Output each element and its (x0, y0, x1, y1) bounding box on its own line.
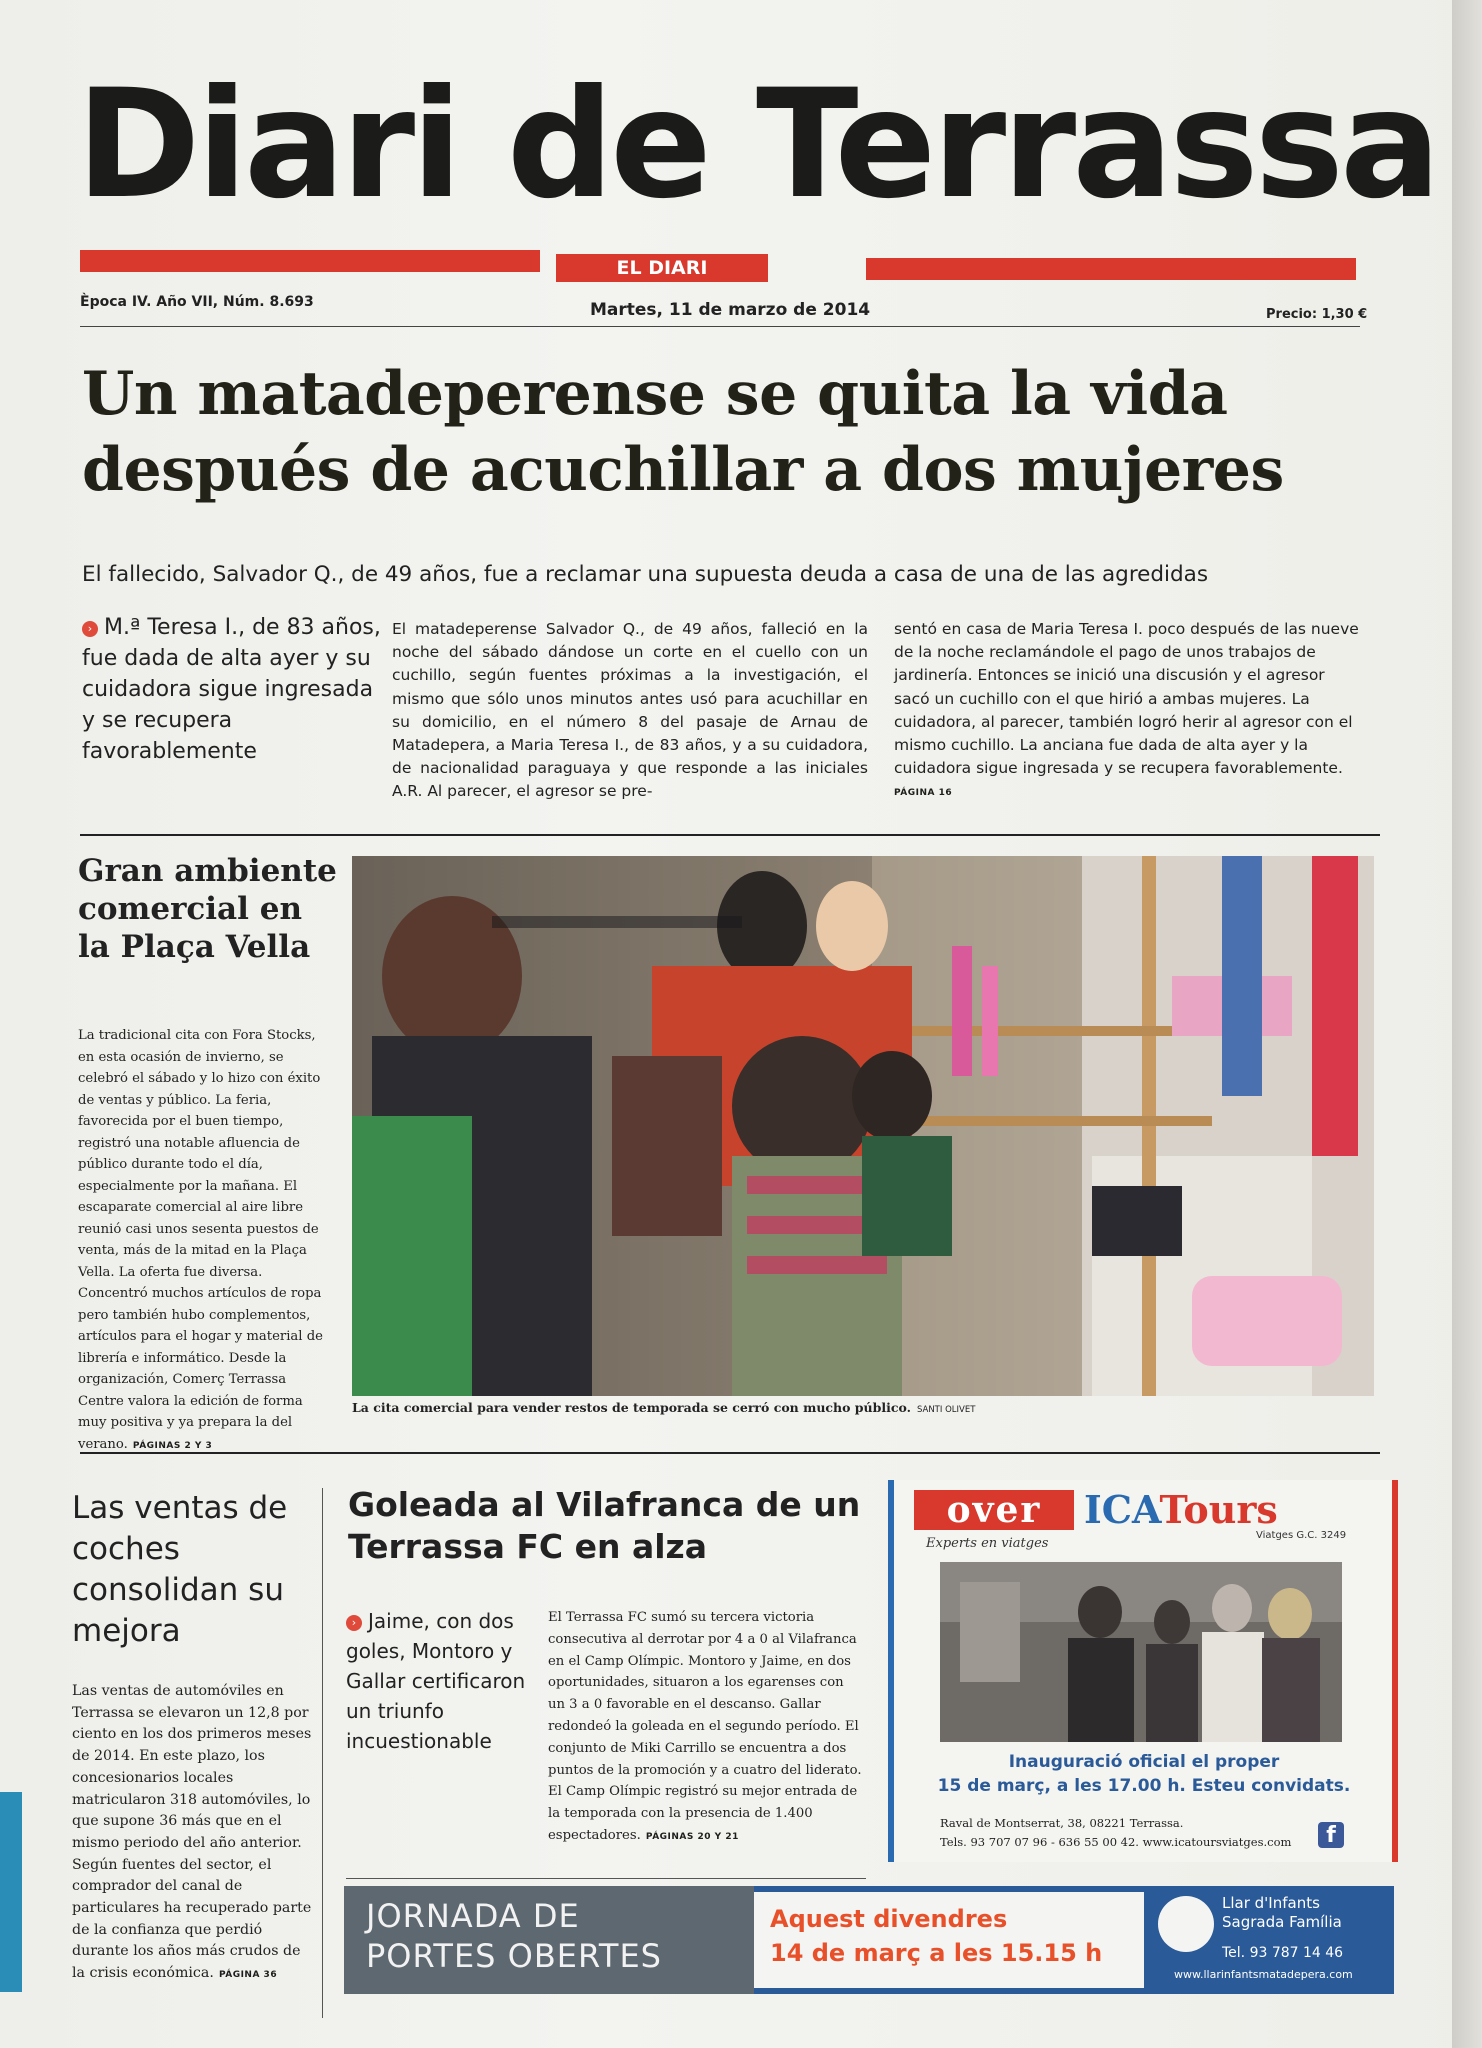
futbol-body-text: El Terrassa FC sumó su tercera victoria consecutiva al derrotar por 4 a 0 al Vilafranca en el Camp Olímpic. Montoro y Jaime, en dos oportunidades, situaron a los egarenses con un 3 a 0 favorable en el descanso. Gallar redondeó la goleada en el segundo período. El conjunto de Miki Carrillo se encuentra a dos puntos de la promoción y a cuatro del liderato. El Camp Olímpic registró su mejor entrada de la temporada con la presencia de 1.400 espectadores. (548, 1610, 862, 1843)
lead-highlight (82, 612, 382, 767)
ad-jornada-title: JORNADA DE PORTES OBERTES (366, 1897, 662, 1975)
ad-jornada-portes-obertes[interactable] (344, 1886, 1394, 1994)
lead-body-col-2-text: sentó en casa de Maria Teresa I. poco después de las nueve de la noche reclamándole el pago de unos trabajos de jardinería. Entonces se inició una discusión y el agresor sacó un cuchillo con el que hirió a ambas mujeres. La cuidadora, al parecer, también logró herir al agresor con el mismo cuchillo. La anciana fue dada de alta ayer y la cuidadora sigue ingresada y se recupera favorablemente. (894, 620, 1359, 778)
coches-headline: Las ventas de coches consolidan su mejora (72, 1490, 288, 1649)
masthead-red-bar-right (866, 258, 1356, 280)
tours-logo-text: Tours (1159, 1487, 1278, 1532)
ica-tours-logo (1084, 1488, 1278, 1532)
left-edge-tab (0, 1792, 22, 1992)
masthead-title: Diari de Terrassa (76, 58, 1438, 232)
comercial-page-ref: PÁGINAS 2 Y 3 (132, 1440, 213, 1451)
ad-photo (940, 1562, 1342, 1742)
ica-logo-text: ICA (1084, 1487, 1160, 1532)
ad-jornada-when: Aquest divendres 14 de març a les 15.15 h (770, 1905, 1103, 1967)
bullet-arrow-icon: › (346, 1615, 362, 1631)
ad-inauguration-line-2: 15 de març, a les 17.00 h. Esteu convidats. (937, 1776, 1351, 1796)
futbol-headline: Goleada al Vilafranca de un Terrassa FC en alza (348, 1485, 861, 1566)
comercial-headline: Gran ambiente comercial en la Plaça Vella (78, 853, 337, 965)
photo-credit: SANTI OLIVET (916, 1405, 976, 1415)
masthead-red-bar-left (80, 250, 540, 272)
lead-highlight-text: M.ª Teresa I., de 83 años, fue dada de alta ayer y su cuidadora sigue ingresada y se recupera favorablemente (82, 615, 381, 764)
column-divider (322, 1488, 323, 2018)
photo-caption-text: La cita comercial para vender restos de temporada se cerró con mucho público. (352, 1400, 911, 1415)
coches-page-ref: PÁGINA 36 (218, 1970, 278, 1981)
nursery-phone: Tel. 93 787 14 46 (1222, 1945, 1344, 1961)
lead-page-ref: PÁGINA 16 (894, 788, 953, 799)
coches-body (72, 1680, 312, 1984)
nursery-name: Llar d'Infants Sagrada Família (1222, 1894, 1342, 1931)
ad-tagline: Experts en viatges (926, 1536, 1049, 1551)
coches-body-text: Las ventas de automóviles en Terrassa se elevaron un 12,8 por ciento en los dos primeros meses de 2014. En este plazo, los concesionarios locales matricularon 318 automóviles, lo que supone 36 más que en el mismo periodo del año anterior. Según fuentes del sector, el comprador del canal de particulares ha recuperado parte de la confianza que perdió durante los años más crudos de la crisis económica. (72, 1683, 312, 1982)
issue-date: Martes, 11 de marzo de 2014 (590, 300, 871, 320)
futbol-body (548, 1606, 864, 1846)
section-rule-2 (80, 1452, 1380, 1454)
lead-headline (82, 356, 1382, 508)
futbol-page-ref: PÁGINAS 20 Y 21 (645, 1831, 739, 1842)
photo-caption (352, 1400, 1374, 1415)
nursery-website[interactable]: www.llarinfantsmatadepera.com (1174, 1968, 1353, 1981)
ad-inauguration (914, 1750, 1374, 1798)
ad-jornada-schedule-box (754, 1892, 1144, 1988)
adjacent-page-edge (1452, 0, 1482, 2048)
over-logo: over (914, 1490, 1074, 1530)
bullet-arrow-icon: › (82, 621, 98, 637)
comercial-body (78, 1024, 330, 1454)
lead-body-col-2 (894, 618, 1364, 799)
ad-overica-tours[interactable] (888, 1480, 1398, 1862)
futbol-highlight-text: Jaime, con dos goles, Montoro y Gallar certificaron un triunfo incuestionable (346, 1609, 526, 1753)
comercial-body-text: La tradicional cita con Fora Stocks, en esta ocasión de invierno, se celebró el sábado y lo hizo con éxito de ventas y público. La feria, favorecida por el buen tiempo, registró una notable afluencia de público durante todo el día, especialmente por la mañana. El escaparate comercial al aire libre reunió casi unos sesenta puestos de venta, más de la mitad en la Plaça Vella. La oferta fue diversa. Concentró muchos artículos de ropa pero también hubo complementos, artículos para el hogar y material de librería e informático. Desde la organización, Comerç Terrassa Centre valora la edición de forma muy positiva y ya prepara la del verano. (78, 1028, 323, 1452)
futbol-highlight (346, 1606, 534, 1756)
futbol-rule (346, 1878, 866, 1879)
nursery-logo-icon (1158, 1896, 1214, 1952)
ad-inauguration-line-1: Inauguració oficial el proper (1008, 1752, 1280, 1772)
section-rule-1 (80, 834, 1380, 836)
price: Precio: 1,30 € (1266, 307, 1368, 322)
ad-jornada-banner (344, 1886, 754, 1994)
ad-address: Raval de Montserrat, 38, 08221 Terrassa. Tels. 93 707 07 96 - 636 55 00 42. www.icatoursviatges.com (940, 1816, 1292, 1849)
lead-body-col-1: El matadeperense Salvador Q., de 49 años, falleció en la noche del sábado dándose un corte en el cuello con un cuchillo, según fuentes próximas a la investigación, el mismo que sólo unos minutos antes usó para acuchillar en su domicilio, en el número 8 del pasaje de Arnau de Matadepera, a Maria Teresa I., de 83 años, y a su cuidadora, de nacionalidad paraguaya y que responde a las iniciales A.R. Al parecer, el agresor se pre- (392, 620, 868, 801)
facebook-icon[interactable]: f (1318, 1822, 1344, 1848)
edition-info: Època IV. Año VII, Núm. 8.693 (80, 294, 314, 310)
masthead-tag: EL DIARI (556, 254, 768, 282)
lead-headline-line-1: Un matadeperense se quita la vida (82, 359, 1228, 429)
lead-headline-line-2: después de acuchillar a dos mujeres (82, 435, 1284, 505)
lead-subhead: El fallecido, Salvador Q., de 49 años, fue a reclamar una supuesta deuda a casa de una de las agredidas (82, 562, 1209, 587)
ad-jornada-contact (1150, 1892, 1388, 1988)
ad-licence: Viatges G.C. 3249 (1256, 1530, 1347, 1541)
masthead-rule (80, 326, 1360, 327)
market-photo (352, 856, 1374, 1396)
